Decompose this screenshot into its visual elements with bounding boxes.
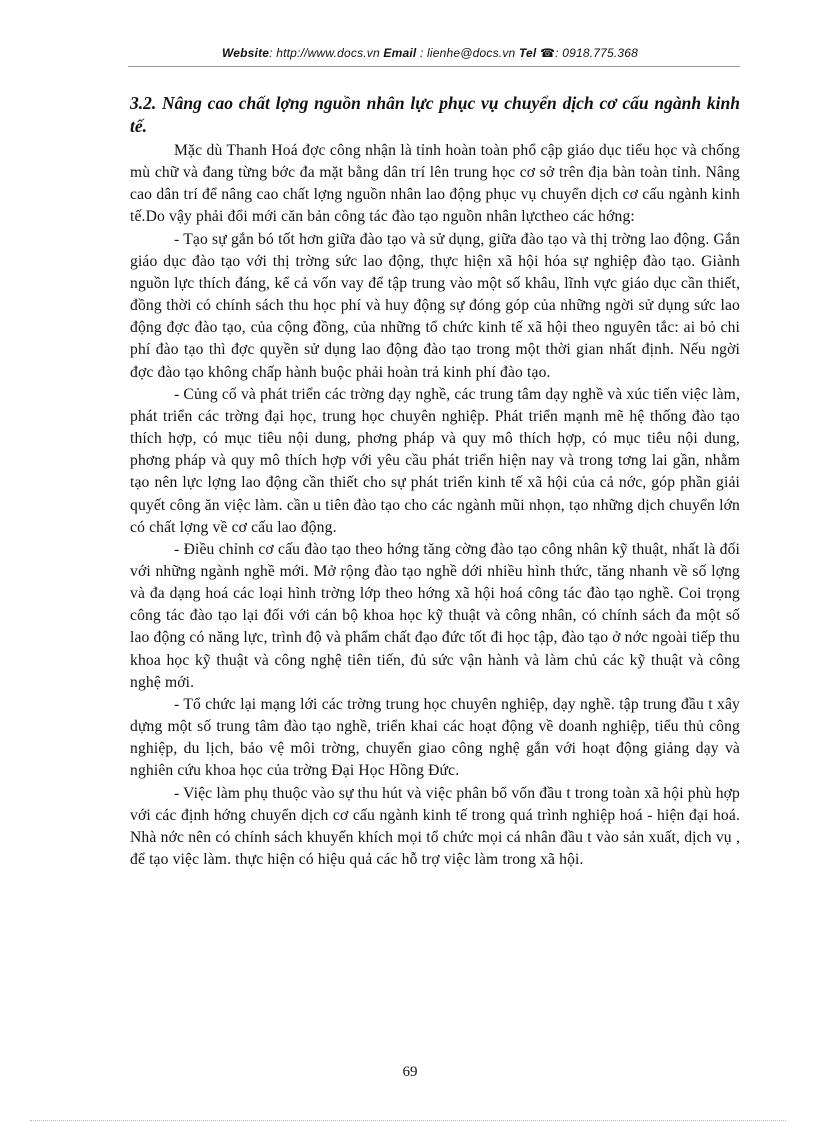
paragraph: - Củng cố và phát triển các trờng dạy nghề, các trung tâm dạy nghề và xúc tiến việc làm, phát triển các trờng đại học, trung học chuyên nghiệp. Phát triển mạnh mẽ hệ thống đào tạo thích hợp, có mục tiêu nội dung, phơng pháp và quy mô thích hợp, có mục tiêu nội dung, phơng pháp và quy mô thích hợp với yêu cầu phát triển hiện nay và trong tơng lai gần, nhằm tạo nên lực lợng lao động cần thiết cho sự phát triển kinh tế xã hội của cả nớc, góp phần giải quyết công ăn việc làm. cần u tiên đào tạo cho các ngành mũi nhọn, tạo những dịch chuyển lớn có chất lợng về cơ cấu lao động.: [130, 385, 740, 536]
email-address: : lienhe@docs.vn: [416, 46, 519, 60]
email-label: Email: [383, 46, 417, 60]
phone-number: : 0918.775.368: [555, 46, 639, 60]
header-divider: [128, 66, 740, 67]
document-body: [130, 88, 740, 871]
footer-divider: [30, 1120, 786, 1121]
website-label: Website: [221, 46, 270, 60]
paragraph: - Điều chỉnh cơ cấu đào tạo theo hớng tăng cờng đào tạo công nhân kỹ thuật, nhất là đối với những ngành nghề mới. Mở rộng đào tạo nghề dới nhiều hình thức, tăng nhanh về số lợng và đa dạng hoá các loại hình trờng lớp theo hớng xã hội hoá công tác đào tạo nghề. Coi trọng công tác đào tạo lại đối với cán bộ khoa học kỹ thuật và công nhân, có chính sách đa một số lao động có năng lực, trình độ và phẩm chất đạo đức tốt đi học tập, đào tạo ở nớc ngoài tiếp thu khoa học kỹ thuật và công nghệ tiên tiến, đủ sức vận hành và làm chủ các kỹ thuật và công nghệ mới.: [130, 540, 740, 691]
paragraph: - Tạo sự gắn bó tốt hơn giữa đào tạo và sử dụng, giữa đào tạo và thị trờng lao động. Gắn giáo dục đào tạo với thị trờng sức lao động, thực hiện xã hội hóa sự nghiệp đào tạo. Giành nguồn lực thích đáng, kể cả vốn vay để tập trung vào một số khâu, lĩnh vực giáo dục cần thiết, đồng thời có chính sách thu học phí và huy động sự đóng góp của những ngời sử dụng sức lao động đợc đào tạo, của cộng đồng, của những tổ chức kinh tế xã hội theo nguyên tắc: ai bỏ chi phí đào tạo thì đợc quyền sử dụng lao động đào tạo trong một thời gian nhất định. Nếu ngời đợc đào tạo không chấp hành buộc phải hoàn trả kinh phí đào tạo.: [130, 230, 740, 381]
paragraph: Mặc dù Thanh Hoá đợc công nhận là tỉnh hoàn toàn phổ cập giáo dục tiểu học và chống mù chữ và đang từng bớc đa mặt bằng dân trí lên trung học cơ sở trên địa bàn toàn tỉnh. Nâng cao dân trí để nâng cao chất lợng nguồn nhân lao động phục vụ chuyển dịch cơ cấu ngành kinh tế.Do vậy phải đổi mới căn bản công tác đào tạo nguồn nhân lựctheo các hớng:: [130, 142, 740, 226]
paragraph: - Việc làm phụ thuộc vào sự thu hút và việc phân bổ vốn đầu t trong toàn xã hội phù hợp với các định hớng chuyển dịch cơ cấu ngành kinh tế trong quá trình nghiệp hoá - hiện đại hoá. Nhà nớc nên có chính sách khuyến khích mọi tổ chức mọi cá nhân đầu t vào sản xuất, dịch vụ , để tạo việc làm. thực hiện có hiệu quả các hỗ trợ việc làm trong xã hội.: [130, 784, 740, 868]
website-url: : http://www.docs.vn: [269, 46, 384, 60]
page-header: [120, 46, 740, 60]
paragraph: - Tổ chức lại mạng lới các trờng trung học chuyên nghiệp, dạy nghề. tập trung đầu t xây dựng một số trung tâm đào tạo nghề, triển khai các hoạt động về doanh nghiệp, tiểu thủ công nghiệp, du lịch, bảo vệ môi trờng, chuyển giao công nghệ gắn với hoạt động giảng dạy và nghiên cứu khoa học của trờng Đại Học Hồng Đức.: [130, 695, 740, 780]
page-number: 69: [402, 1064, 418, 1080]
phone-label: Tel ☎: [518, 46, 556, 60]
section-heading: 3.2. Nâng cao chất lợng nguồn nhân lực phục vụ chuyển dịch cơ cấu ngành kinh tế.: [130, 93, 740, 136]
